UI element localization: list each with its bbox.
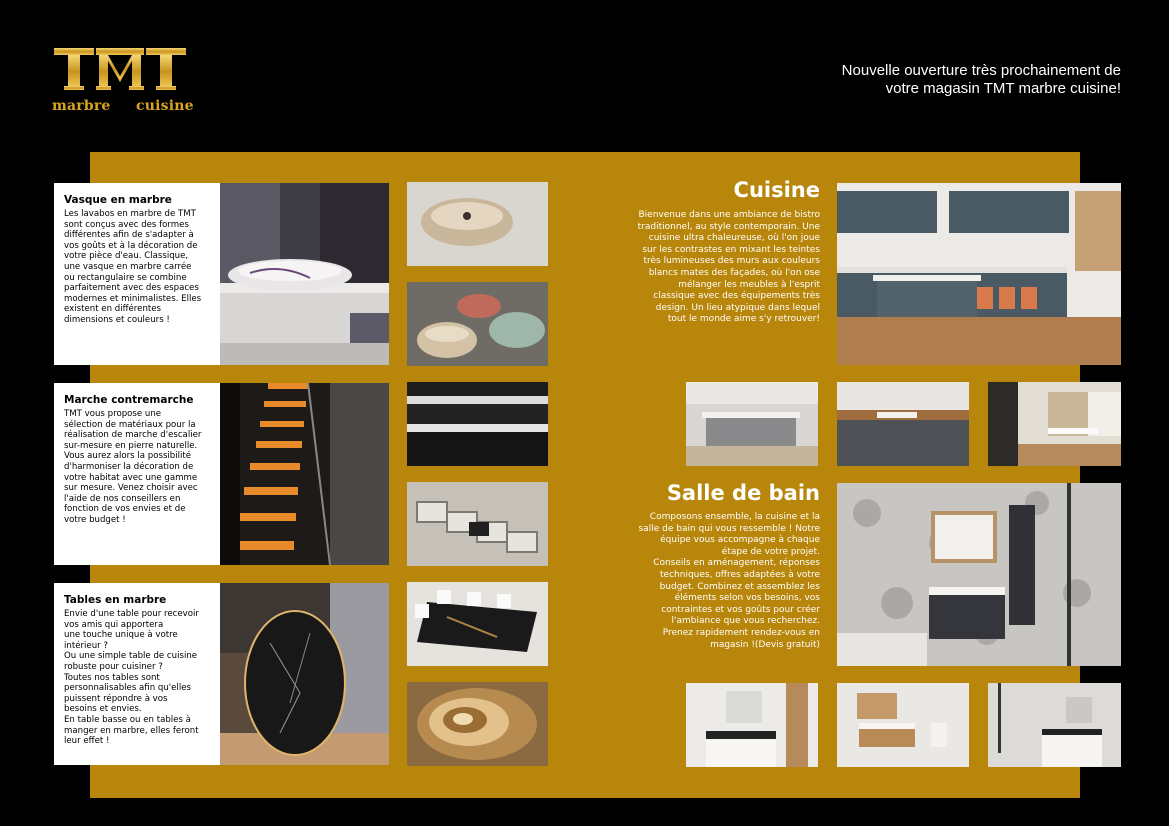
logo-word-cuisine: cuisine bbox=[136, 98, 194, 114]
logo-word-marbre: marbre bbox=[52, 98, 111, 114]
section-text-salle-de-bain: Composons ensemble, la cuisine et la salle de bain qui vous ressemble ! Notre équipe vous accompagne à chaque étape de votre projet. Conseils en aménagement, réponses techniques, offres adaptées à votre budget. Combinez et assemblez les éléments selon vos besoins, vos contraintes et vos goûts pour créer l'ambiance que vous recherchez. Prenez rapidement rendez-vous en magasin !(Devis gratuit) bbox=[638, 512, 820, 650]
photo-onyx-basins bbox=[407, 282, 548, 366]
card-text: TMT vous propose une sélection de matériaux pour la réalisation de marche d'escalier sur-mesure en pierre naturelle. Vous aurez alors la possibilité d'harmoniser la décoration de votre habitat avec une gamme sur mesure. Venez choisir avec l'aide de nos conseillers en fonction de vos envies et de votre budget ! bbox=[64, 409, 202, 525]
photo-bathroom-shower bbox=[988, 683, 1121, 767]
photo-marble-slabs bbox=[407, 482, 548, 566]
card-tables bbox=[54, 583, 222, 765]
section-title-cuisine: Cuisine bbox=[733, 178, 820, 202]
photo-bathroom-main bbox=[837, 483, 1121, 666]
photo-onyx-texture bbox=[407, 682, 548, 766]
card-title: Tables en marbre bbox=[64, 594, 167, 606]
section-title-salle-de-bain: Salle de bain bbox=[666, 481, 820, 505]
photo-stairs bbox=[220, 383, 389, 565]
photo-marble-dining bbox=[407, 582, 548, 666]
card-text: Les lavabos en marbre de TMT sont conçus avec des formes différentes afin de s'adapter à vos goûts et à la décoration de votre pièce d'eau. Classique, une vasque en marbre carrée ou rectangulaire se combine parfaitement avec des espaces modernes et minimalistes. Elles existent en différentes dimensions et couleurs ! bbox=[64, 209, 202, 325]
brand-logo bbox=[52, 46, 192, 118]
photo-kitchen-island bbox=[686, 382, 818, 466]
photo-stone-basin bbox=[407, 182, 548, 266]
photo-vasque-bathroom bbox=[220, 183, 389, 365]
photo-bathroom-vanity-wood bbox=[837, 683, 969, 767]
photo-marble-table bbox=[220, 583, 389, 765]
section-text-cuisine: Bienvenue dans une ambiance de bistro traditionnel, au style contemporain. Une cuisine ultra chaleureuse, où l'on joue sur les contrastes en mixant les teintes très lumineuses des murs aux couleurs blancs mates des façades, où l'on ose mélanger les meubles à l'esprit classique avec des équipements très design. Un lieu atypique dans lequel tout le monde aime s'y retrouver! bbox=[637, 210, 820, 325]
opening-announcement: Nouvelle ouverture très prochainement de votre magasin TMT marbre cuisine! bbox=[841, 62, 1121, 97]
card-marche bbox=[54, 383, 222, 565]
card-vasque bbox=[54, 183, 222, 365]
card-title: Marche contremarche bbox=[64, 394, 194, 406]
photo-kitchen-sink bbox=[837, 382, 969, 466]
photo-kitchen-dining bbox=[988, 382, 1121, 466]
photo-black-marble-steps bbox=[407, 382, 548, 466]
card-title: Vasque en marbre bbox=[64, 194, 172, 206]
tmt-logo-mark bbox=[52, 46, 188, 92]
photo-kitchen-main bbox=[837, 183, 1121, 365]
card-text: Envie d'une table pour recevoir vos amis qui apportera une touche unique à votre intérieur ? Ou une simple table de cuisine robuste pour cuisiner ? Toutes nos tables sont personnalisables afin qu'elles puissent répondre à vos besoins et envies. En table basse ou en tables à manger en marbre, elles feront leur effet ! bbox=[64, 609, 199, 747]
photo-bathroom-vanity-black bbox=[686, 683, 818, 767]
